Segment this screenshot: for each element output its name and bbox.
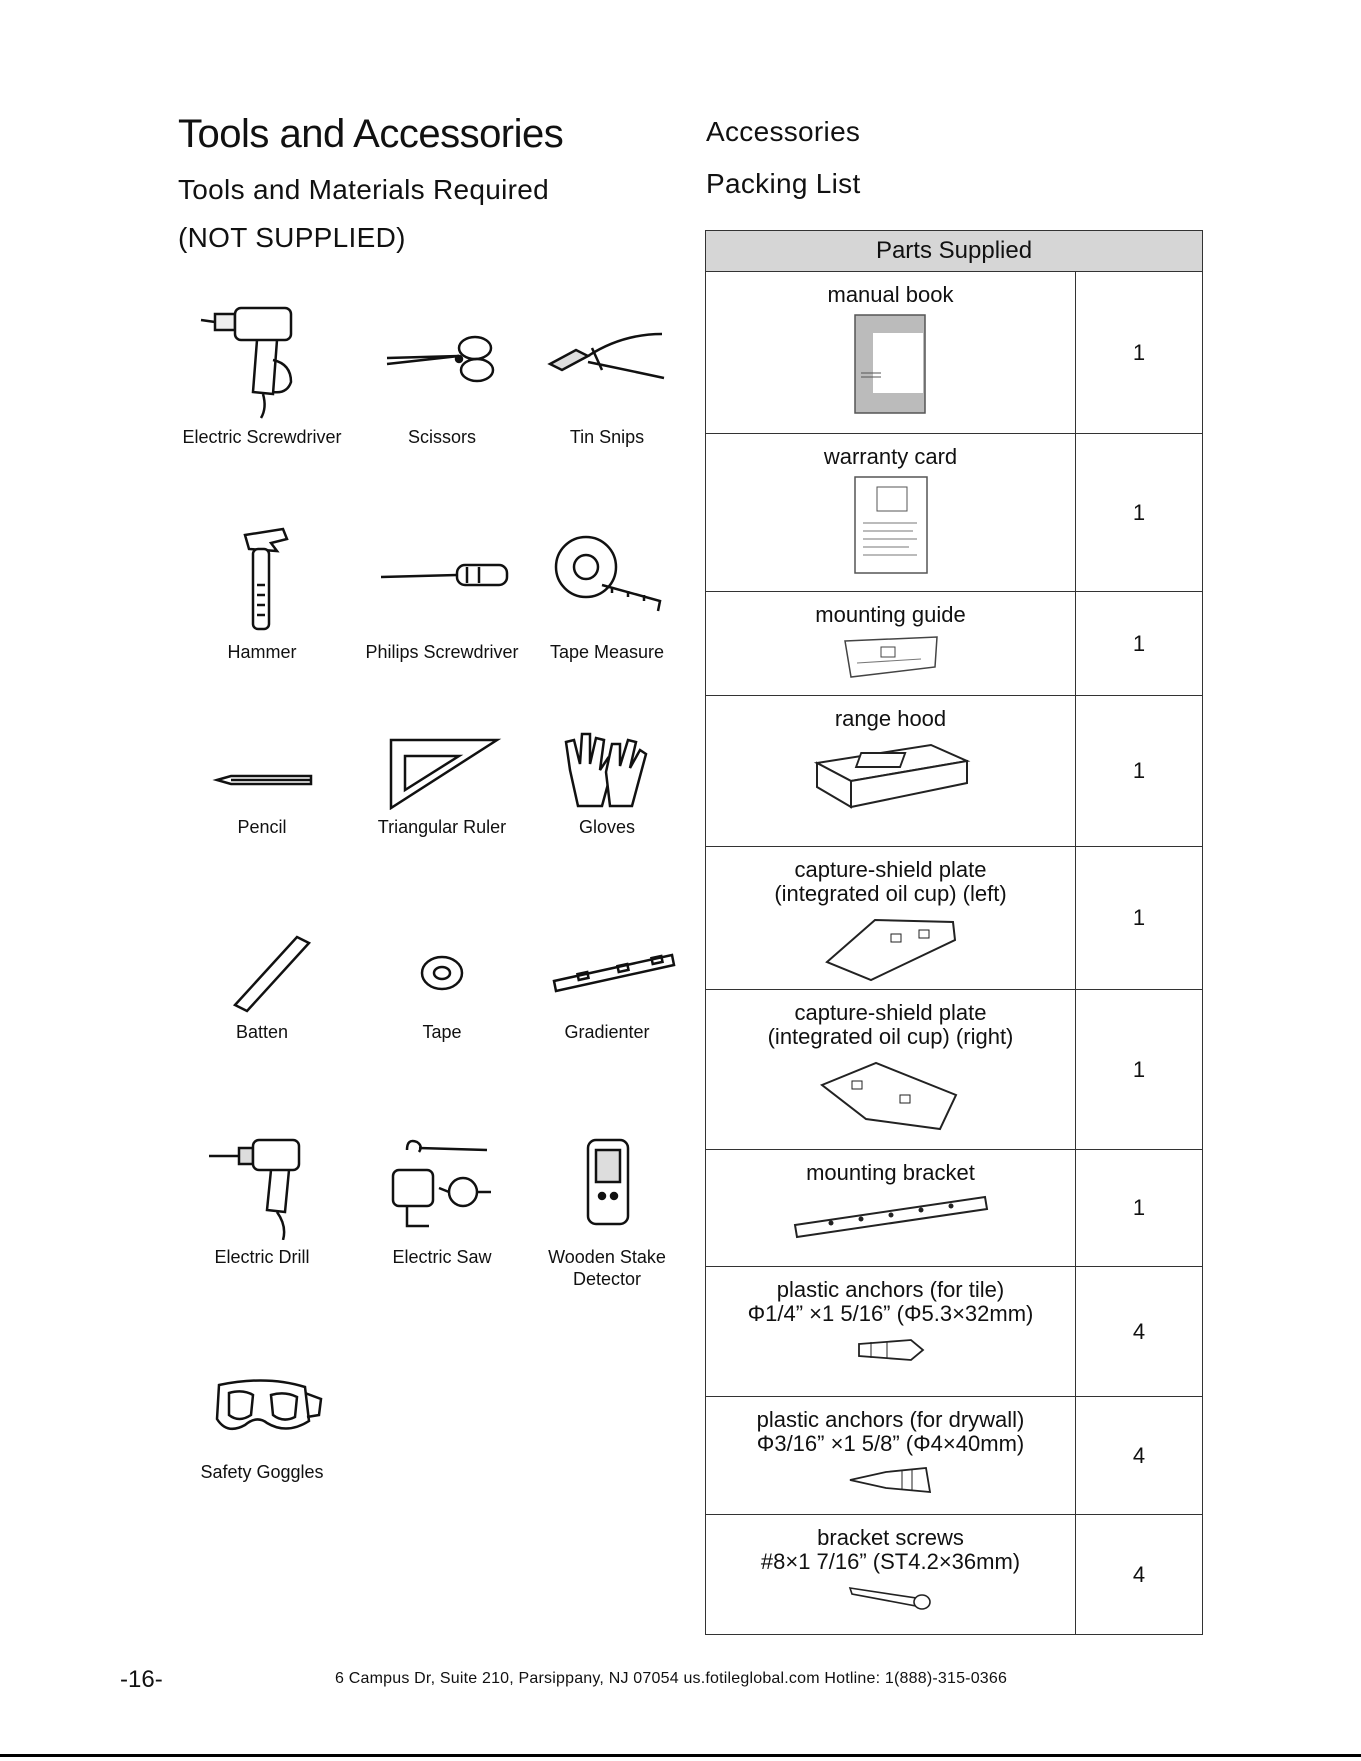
electric-screwdriver-icon <box>187 300 337 420</box>
part-cell <box>706 1150 1076 1267</box>
scissors-icon <box>367 300 517 420</box>
tool-item <box>522 300 692 448</box>
part-cell <box>706 434 1076 592</box>
part-quantity: 4 <box>1076 1397 1203 1515</box>
electric-saw-icon <box>367 1130 517 1240</box>
stake-detector-icon <box>532 1130 682 1240</box>
part-name: plastic anchors (for tile) <box>776 1277 1005 1302</box>
tool-label: Tape <box>422 1022 462 1042</box>
table-row <box>706 272 1203 434</box>
tool-item <box>522 1130 692 1290</box>
tool-item <box>177 720 347 838</box>
tool-label: Pencil <box>237 817 287 837</box>
tool-item <box>522 515 692 663</box>
part-name: plastic anchors (for drywall) <box>756 1407 1025 1432</box>
part-name: capture-shield plate <box>794 1000 987 1025</box>
tool-item <box>177 1365 347 1483</box>
part-cell <box>706 696 1076 847</box>
parts-table-header: Parts Supplied <box>706 231 1203 272</box>
tool-item <box>357 925 527 1043</box>
hammer-icon <box>187 515 337 635</box>
accessories-heading: Accessories <box>706 116 861 147</box>
bracket-screw-icon <box>846 1580 936 1612</box>
table-row <box>706 1150 1203 1267</box>
manual-book-icon <box>851 313 931 417</box>
part-quantity: 1 <box>1076 592 1203 696</box>
part-cell <box>706 1267 1076 1397</box>
part-detail: Φ3/16” ×1 5/8” (Φ4×40mm) <box>756 1431 1025 1456</box>
part-name: bracket screws <box>817 1525 964 1550</box>
table-row <box>706 990 1203 1150</box>
table-row <box>706 847 1203 990</box>
parts-supplied-table <box>705 230 1203 1635</box>
table-row <box>706 696 1203 847</box>
tool-label: Scissors <box>407 427 476 447</box>
table-row <box>706 434 1203 592</box>
footer-contact: 6 Campus Dr, Suite 210, Parsippany, NJ 07054 us.fotileglobal.com Hotline: 1(888)-315-0366 <box>335 1670 1008 1687</box>
shield-plate-left-icon <box>821 912 961 984</box>
part-detail: (integrated oil cup) (left) <box>774 881 1007 906</box>
footer-divider <box>0 1754 1361 1757</box>
tool-label: Philips Screwdriver <box>365 642 519 662</box>
electric-drill-icon <box>187 1130 337 1240</box>
tool-item <box>177 1130 347 1268</box>
part-name: mounting bracket <box>806 1160 975 1185</box>
batten-icon <box>187 925 337 1015</box>
mounting-bracket-icon <box>791 1191 991 1241</box>
page-title: Tools and Accessories <box>178 112 564 156</box>
part-name: range hood <box>834 706 947 731</box>
tools-not-supplied-note: (NOT SUPPLIED) <box>178 222 406 253</box>
drywall-anchor-icon <box>846 1462 936 1498</box>
tool-item <box>177 300 347 448</box>
part-quantity: 1 <box>1076 696 1203 847</box>
gloves-icon <box>532 720 682 810</box>
tool-label: Hammer <box>227 642 297 662</box>
philips-screwdriver-icon <box>367 515 517 635</box>
tool-label: Gloves <box>578 817 636 837</box>
tool-label: Triangular Ruler <box>377 817 507 837</box>
range-hood-icon <box>811 737 971 817</box>
tool-item <box>177 925 347 1043</box>
tool-label: Safety Goggles <box>200 1462 324 1482</box>
part-quantity: 1 <box>1076 1150 1203 1267</box>
table-row <box>706 1397 1203 1515</box>
tile-anchor-icon <box>851 1332 931 1368</box>
pencil-icon <box>187 720 337 810</box>
part-quantity: 4 <box>1076 1267 1203 1397</box>
part-cell <box>706 1515 1076 1635</box>
tin-snips-icon <box>532 300 682 420</box>
part-cell <box>706 272 1076 434</box>
packing-list-heading: Packing List <box>706 168 861 199</box>
shield-plate-right-icon <box>816 1055 966 1135</box>
part-name: mounting guide <box>815 602 966 627</box>
tape-icon <box>367 925 517 1015</box>
table-row <box>706 1515 1203 1635</box>
tool-label: Electric Screwdriver <box>182 427 342 447</box>
tool-label: Wooden Stake Detector <box>548 1247 666 1289</box>
triangular-ruler-icon <box>367 720 517 810</box>
part-quantity: 4 <box>1076 1515 1203 1635</box>
part-quantity: 1 <box>1076 847 1203 990</box>
part-name: capture-shield plate <box>794 857 987 882</box>
tool-item <box>357 1130 527 1268</box>
tool-item <box>357 515 527 663</box>
table-row <box>706 592 1203 696</box>
tape-measure-icon <box>532 515 682 635</box>
tool-item <box>522 925 692 1043</box>
part-detail: (integrated oil cup) (right) <box>767 1024 1014 1049</box>
part-quantity: 1 <box>1076 272 1203 434</box>
part-detail: #8×1 7/16” (ST4.2×36mm) <box>760 1549 1021 1574</box>
tool-item <box>177 515 347 663</box>
mounting-guide-icon <box>841 633 941 679</box>
part-detail: Φ1/4” ×1 5/16” (Φ5.3×32mm) <box>747 1301 1034 1326</box>
part-cell <box>706 592 1076 696</box>
tool-label: Batten <box>235 1022 289 1042</box>
part-cell <box>706 990 1076 1150</box>
tools-subtitle: Tools and Materials Required <box>178 174 550 205</box>
tool-label: Electric Drill <box>214 1247 310 1267</box>
tool-label: Tape Measure <box>549 642 665 662</box>
tool-label: Electric Saw <box>392 1247 492 1267</box>
tool-label: Gradienter <box>564 1022 650 1042</box>
page-number: -16- <box>120 1666 163 1693</box>
part-cell <box>706 847 1076 990</box>
tool-item <box>357 300 527 448</box>
warranty-card-icon <box>853 475 929 575</box>
tool-item <box>522 720 692 838</box>
part-quantity: 1 <box>1076 434 1203 592</box>
part-quantity: 1 <box>1076 990 1203 1150</box>
part-name: warranty card <box>823 444 958 469</box>
tool-item <box>357 720 527 838</box>
table-row <box>706 1267 1203 1397</box>
tool-label: Tin Snips <box>569 427 645 447</box>
part-name: manual book <box>827 282 954 307</box>
gradienter-icon <box>532 925 682 1015</box>
part-cell <box>706 1397 1076 1515</box>
safety-goggles-icon <box>187 1365 337 1455</box>
